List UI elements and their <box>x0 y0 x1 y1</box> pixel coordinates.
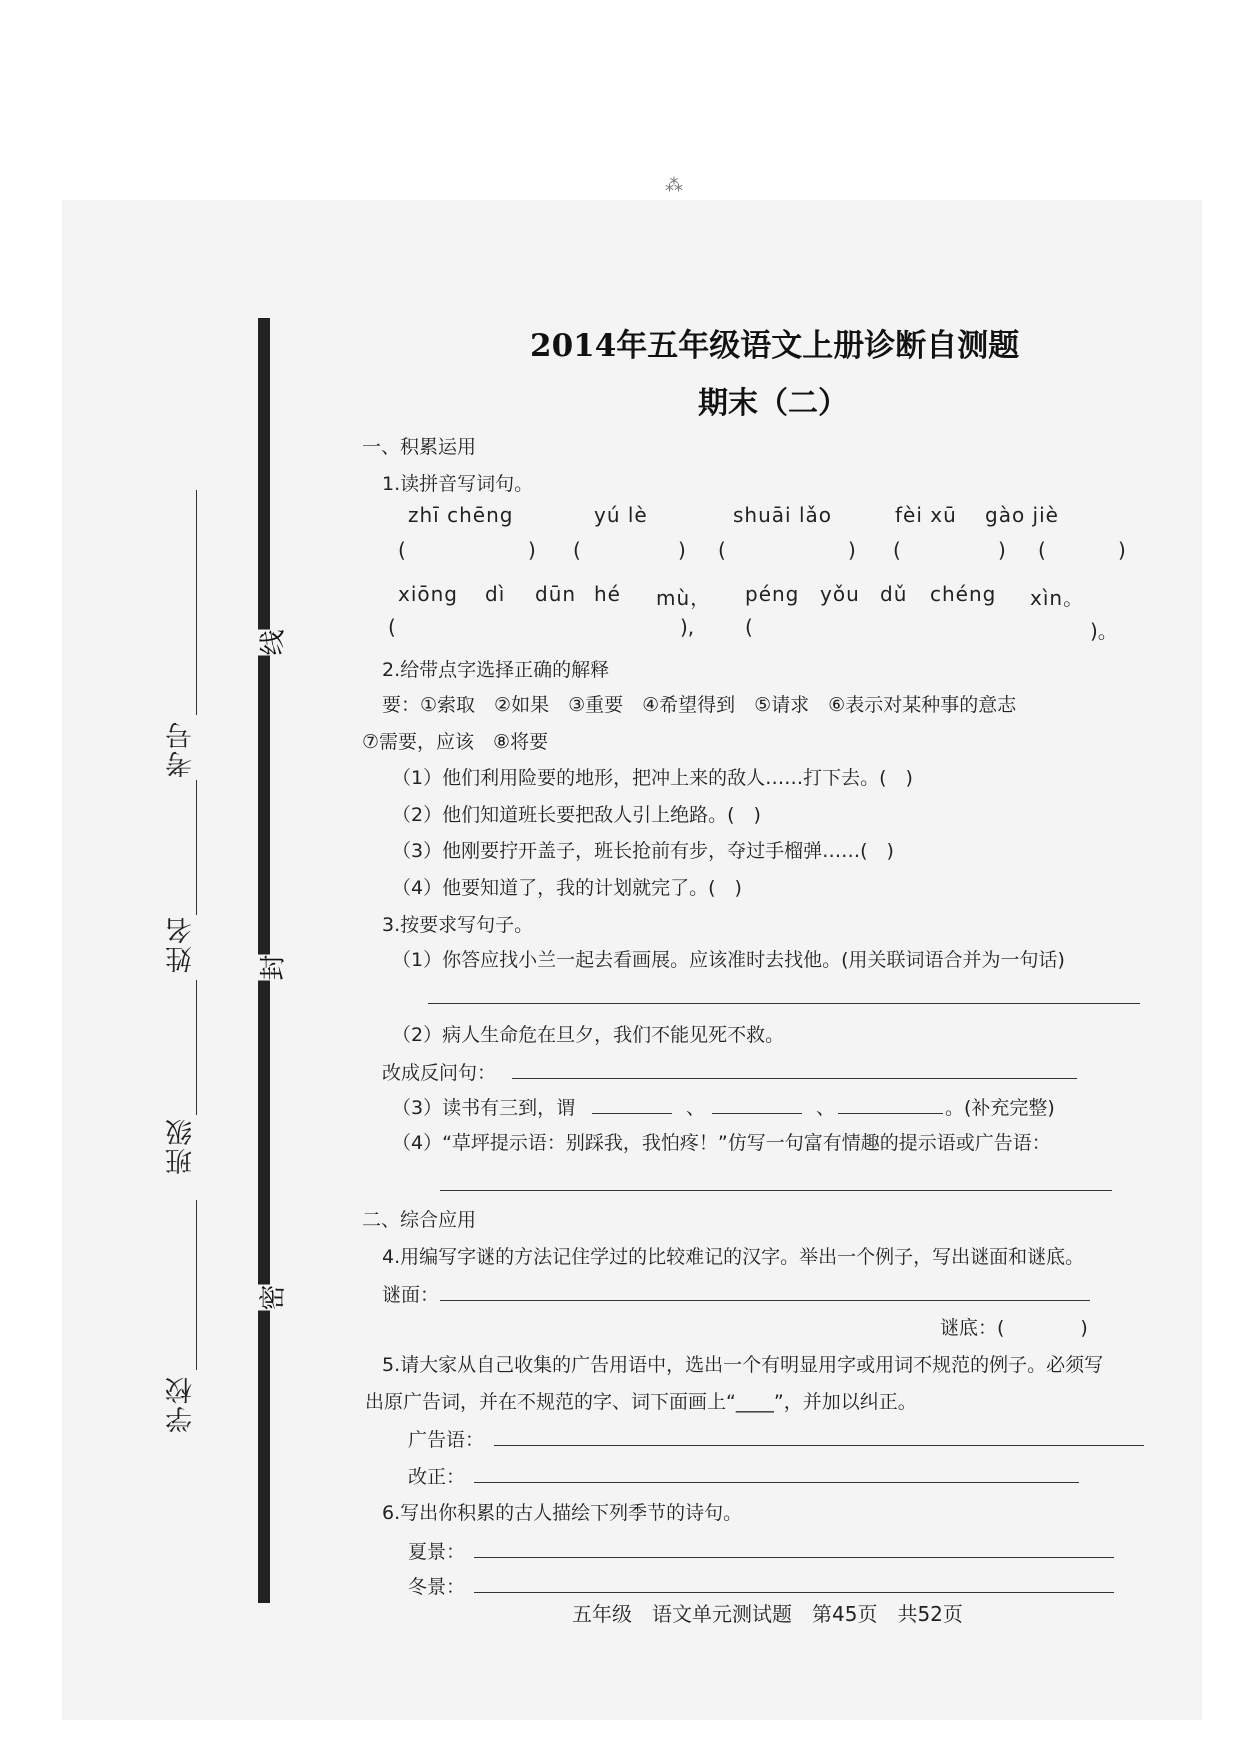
q6-summer-label: 夏景： <box>408 1541 466 1563</box>
answer-line[interactable] <box>592 1113 672 1114</box>
seal-char-xian: 线 <box>249 630 294 656</box>
q6-winter-label: 冬景： <box>408 1576 466 1598</box>
answer-line[interactable] <box>440 1190 1112 1191</box>
q3-item-3c: 、 <box>816 1097 836 1119</box>
q2-item: （3）他刚要拧开盖子，班长抢前有步，夺过手榴弹……( ) <box>392 840 894 862</box>
q3-item-3a: （3）读书有三到，谓 <box>392 1097 576 1119</box>
pinyin: dì <box>485 582 506 606</box>
seal-char-feng: 封 <box>249 955 294 981</box>
pinyin: xiōng <box>398 582 458 606</box>
answer-line[interactable] <box>838 1113 943 1114</box>
pinyin: péng <box>745 582 800 606</box>
answer-paren-close: ) <box>528 538 536 562</box>
name-line <box>196 780 197 915</box>
q3-item-2: （2）病人生命危在旦夕，我们不能见死不救。 <box>392 1024 785 1046</box>
q4-riddle-face: 谜面： <box>382 1284 440 1306</box>
q3-item-3b: 、 <box>686 1097 706 1119</box>
q5-line2: 出原广告词，并在不规范的字、词下面画上“____”，并加以纠正。 <box>365 1391 917 1413</box>
answer-line[interactable] <box>512 1078 1077 1079</box>
pinyin: gào jiè <box>985 503 1059 527</box>
answer-paren-close: ) <box>1118 538 1126 562</box>
q5-ad-label: 广告语： <box>408 1429 485 1451</box>
q2-item: （4）他要知道了，我的计划就完了。( ) <box>392 877 742 899</box>
exam-title: 2014年五年级语文上册诊断自测题 <box>530 328 1020 364</box>
answer-paren-comma: ), <box>680 615 695 639</box>
pinyin: dūn <box>535 582 577 606</box>
answer-line[interactable] <box>474 1557 1114 1558</box>
answer-line[interactable] <box>440 1300 1090 1301</box>
pinyin: shuāi lǎo <box>733 503 832 527</box>
q2-options-line1: 要：①索取 ②如果 ③重要 ④希望得到 ⑤请求 ⑥表示对某种事的意志 <box>382 694 1017 716</box>
answer-paren-close: ) <box>678 538 686 562</box>
q2-options-line2: ⑦需要，应该 ⑧将要 <box>362 731 549 753</box>
class-line <box>196 980 197 1115</box>
pinyin: yú lè <box>594 503 648 527</box>
pinyin: mù， <box>656 586 712 610</box>
section-2-heading: 二、综合应用 <box>362 1209 477 1231</box>
answer-paren-open: ( <box>1038 538 1046 562</box>
q2-title: 2.给带点字选择正确的解释 <box>382 659 610 681</box>
label-class: 班级 <box>166 1117 197 1175</box>
label-name: 姓名 <box>166 915 197 973</box>
exam-subtitle: 期末（二） <box>698 386 848 421</box>
answer-paren-open: ( <box>388 615 396 639</box>
pinyin: zhī chēng <box>408 503 514 527</box>
pinyin: fèi xū <box>895 503 957 527</box>
page-footer: 五年级 语文单元测试题 第45页 共52页 <box>572 1602 963 1626</box>
q3-item-3d: 。(补充完整) <box>945 1097 1055 1119</box>
q4-title: 4.用编写字谜的方法记住学过的比较难记的汉字。举出一个例子，写出谜面和谜底。 <box>382 1246 1085 1268</box>
q5-fix-label: 改正： <box>408 1466 466 1488</box>
pinyin: xìn。 <box>1030 586 1085 610</box>
q2-item: （2）他们知道班长要把敌人引上绝路。( ) <box>392 804 761 826</box>
q3-title: 3.按要求写句子。 <box>382 914 534 936</box>
scan-speck: ⁂ <box>665 175 683 196</box>
q3-item-1: （1）你答应找小兰一起去看画展。应该准时去找他。(用关联词语合并为一句话) <box>392 949 1065 971</box>
pinyin: dǔ <box>880 582 908 606</box>
answer-line[interactable] <box>474 1482 1079 1483</box>
answer-line[interactable] <box>712 1113 802 1114</box>
q6-title: 6.写出你积累的古人描绘下列季节的诗句。 <box>382 1502 743 1524</box>
answer-line[interactable] <box>428 1003 1140 1004</box>
answer-paren-open: ( <box>398 538 406 562</box>
label-school: 学校 <box>166 1375 197 1433</box>
exam-number-line <box>196 490 197 715</box>
answer-paren-open: ( <box>893 538 901 562</box>
pinyin: chéng <box>930 582 997 606</box>
answer-paren-period: )。 <box>1090 619 1118 643</box>
school-line <box>196 1200 197 1370</box>
q2-item: （1）他们利用险要的地形，把冲上来的敌人……打下去。( ) <box>392 767 913 789</box>
answer-paren-open: ( <box>573 538 581 562</box>
answer-paren-open: ( <box>745 615 753 639</box>
q1-title: 1.读拼音写词句。 <box>382 473 534 495</box>
q3-item-2b: 改成反问句： <box>382 1062 497 1084</box>
q3-item-4: （4）“草坪提示语：别踩我，我怕疼！”仿写一句富有情趣的提示语或广告语： <box>392 1132 1051 1154</box>
label-exam-number: 考号 <box>166 720 197 778</box>
answer-paren-open: ( <box>718 538 726 562</box>
q5-line1: 5.请大家从自己收集的广告用语中，选出一个有明显用字或用词不规范的例子。必须写 <box>382 1354 1104 1376</box>
answer-line[interactable] <box>474 1592 1114 1593</box>
answer-paren-close: ) <box>998 538 1006 562</box>
section-1-heading: 一、积累运用 <box>362 436 477 458</box>
seal-char-mi: 密 <box>249 1285 294 1311</box>
pinyin: yǒu <box>820 582 860 606</box>
answer-paren-close: ) <box>848 538 856 562</box>
answer-line[interactable] <box>494 1445 1144 1446</box>
pinyin: hé <box>594 582 621 606</box>
q4-riddle-answer: 谜底：( ) <box>940 1317 1088 1339</box>
